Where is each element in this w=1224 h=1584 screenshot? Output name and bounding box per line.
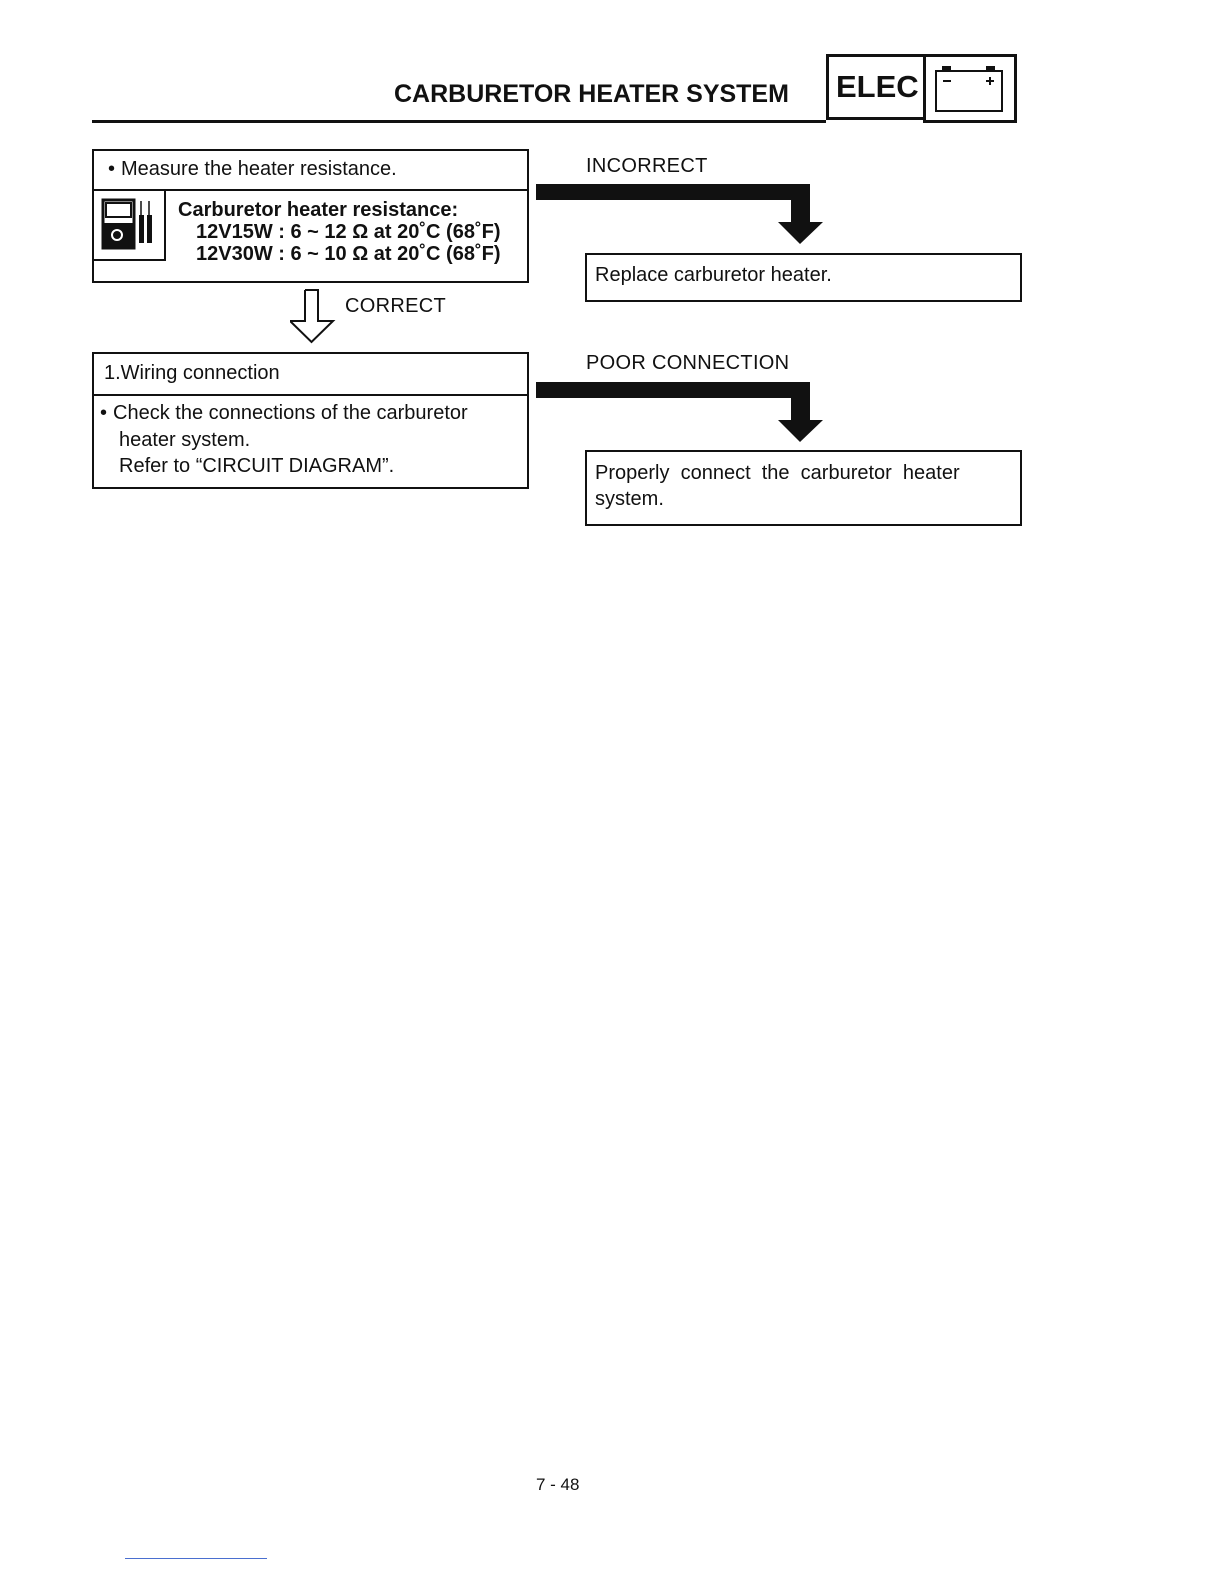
spec-title: Carburetor heater resistance:: [178, 199, 459, 221]
replace-heater-text: Replace carburetor heater.: [595, 264, 832, 286]
correct-label: CORRECT: [345, 295, 446, 317]
step2-line1: • Check the connections of the carburetor: [100, 402, 468, 425]
incorrect-arrow: [536, 182, 826, 246]
step1-instruction: • Measure the heater resistance.: [108, 158, 397, 181]
spec-line-30w: 12V30W : 6 ~ 10 Ω at 20˚C (68˚F): [196, 243, 501, 265]
connect-heater-box: [585, 450, 1022, 526]
step2-divider: [94, 394, 527, 396]
replace-heater-box: [585, 253, 1022, 302]
poor-connection-label: POOR CONNECTION: [586, 352, 790, 374]
connect-heater-line1: Properly connect the carburetor heater: [595, 462, 960, 484]
step1-box: [92, 149, 529, 283]
incorrect-label: INCORRECT: [586, 155, 708, 177]
header-rule: [92, 120, 826, 123]
footer-link-rule: [125, 1558, 267, 1559]
correct-arrow: [290, 288, 336, 344]
multimeter-icon: [94, 191, 166, 261]
step2-line2: heater system.: [119, 429, 251, 451]
step2-box: [92, 352, 529, 489]
poor-connection-arrow: [536, 380, 826, 444]
section-tag: ELEC: [826, 54, 926, 120]
battery-icon: [923, 54, 1017, 123]
step2-title: 1.Wiring connection: [104, 362, 280, 384]
connect-heater-line2: system.: [595, 488, 664, 510]
spec-line-15w: 12V15W : 6 ~ 12 Ω at 20˚C (68˚F): [196, 221, 501, 243]
page-number: 7 - 48: [536, 1475, 580, 1494]
step2-line3: Refer to “CIRCUIT DIAGRAM”.: [119, 455, 395, 477]
page-title: CARBURETOR HEATER SYSTEM: [394, 80, 789, 108]
